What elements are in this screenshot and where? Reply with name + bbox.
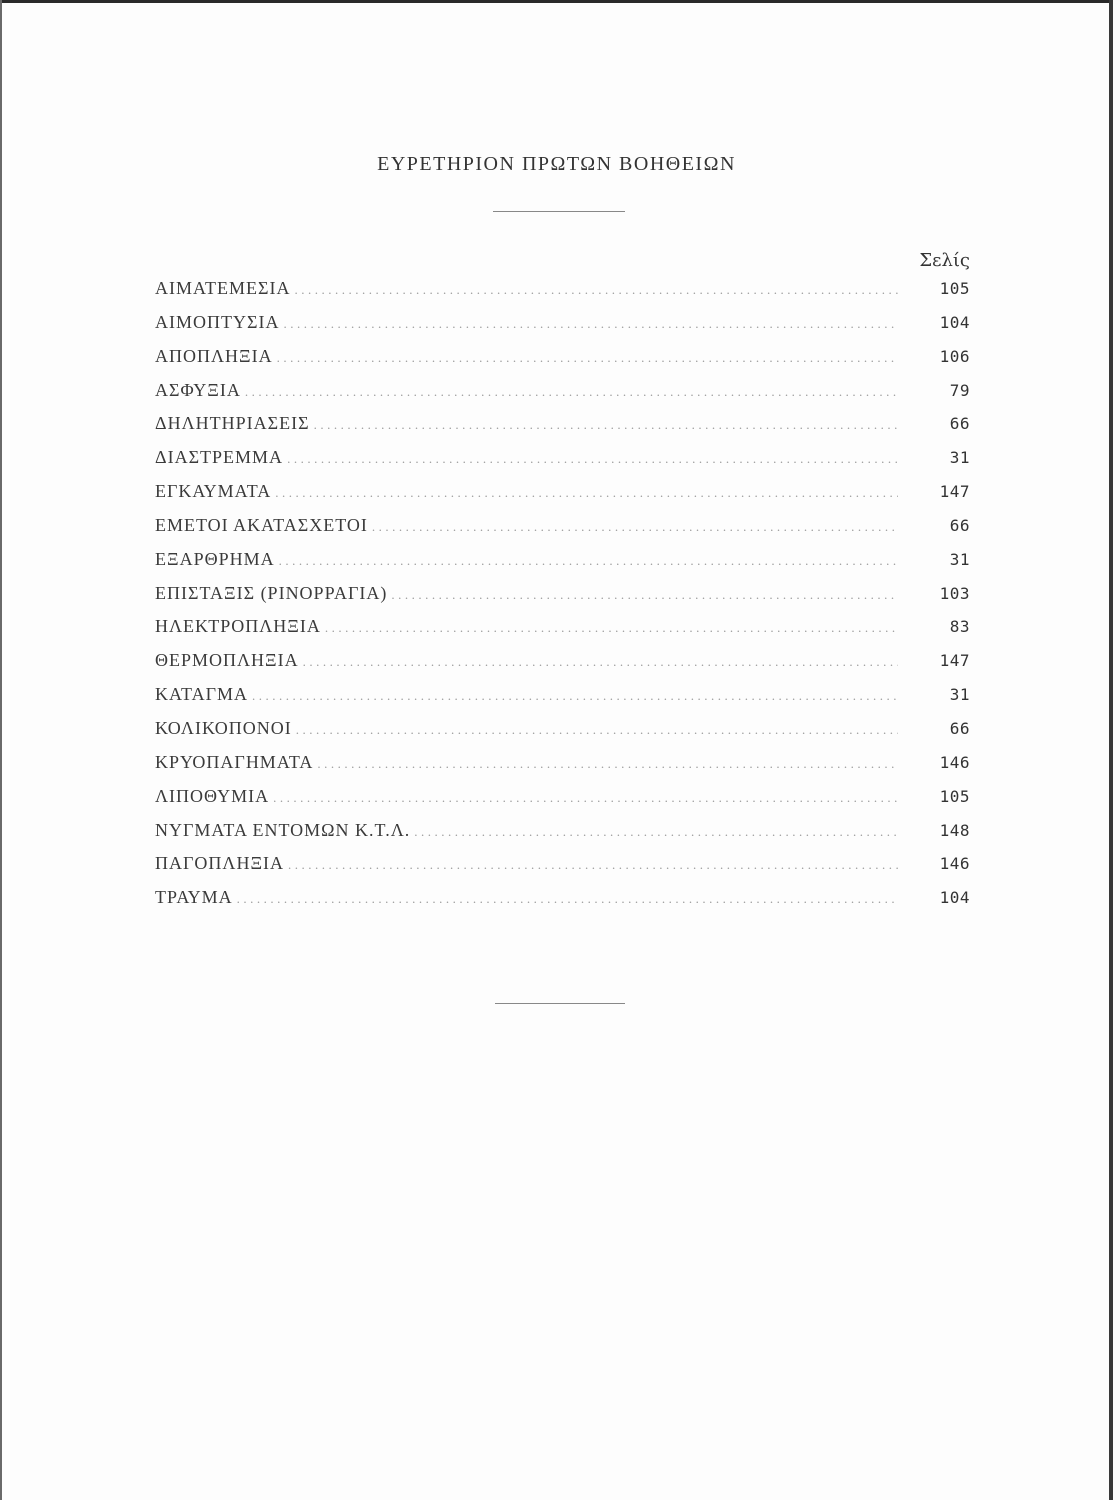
index-page-number: 66 bbox=[949, 718, 970, 738]
index-entry bbox=[155, 684, 970, 718]
dot-leader bbox=[303, 654, 898, 670]
index-entry bbox=[155, 752, 970, 786]
index-entry bbox=[155, 481, 970, 515]
index-term: ΚΡΥΟΠΑΓΗΜΑΤΑ bbox=[155, 751, 314, 772]
index-entry bbox=[155, 718, 970, 752]
index-page-number: 105 bbox=[939, 786, 970, 806]
index-term: ΔΙΑΣΤΡΕΜΜΑ bbox=[155, 447, 284, 468]
index-entry bbox=[155, 549, 970, 583]
index-page-number: 103 bbox=[939, 583, 970, 603]
index-page-number: 105 bbox=[939, 279, 970, 298]
index-entry bbox=[155, 447, 970, 481]
index-page-number: 146 bbox=[939, 854, 970, 874]
index-entry bbox=[155, 413, 970, 447]
index-page-number: 83 bbox=[949, 617, 970, 637]
dot-leader bbox=[279, 553, 898, 569]
index-page-number: 79 bbox=[949, 380, 970, 400]
title-divider bbox=[493, 211, 625, 212]
index-page-number: 106 bbox=[939, 346, 970, 366]
dot-leader bbox=[317, 756, 898, 772]
scan-right-edge bbox=[1109, 0, 1113, 1500]
index-term: ΑΠΟΠΛΗΞΙΑ bbox=[155, 345, 273, 366]
index-term: ΠΑΓΟΠΛΗΞΙΑ bbox=[155, 853, 285, 874]
index-term: ΕΞΑΡΘΡΗΜΑ bbox=[155, 548, 275, 569]
index-entry bbox=[155, 650, 970, 684]
dot-leader bbox=[296, 722, 898, 738]
index-term: ΚΟΛΙΚΟΠΟΝΟΙ bbox=[155, 717, 292, 738]
index-entry bbox=[155, 616, 970, 650]
dot-leader bbox=[325, 620, 898, 636]
dot-leader bbox=[277, 350, 898, 366]
index-term: ΝΥΓΜΑΤΑ ΕΝΤΟΜΩΝ Κ.Τ.Λ. bbox=[155, 819, 411, 840]
index-term: ΛΙΠΟΘΥΜΙΑ bbox=[155, 785, 270, 806]
index-entry bbox=[155, 887, 970, 921]
index-page-number: 147 bbox=[939, 651, 970, 671]
index-term: ΑΙΜΟΠΤΥΣΙΑ bbox=[155, 311, 280, 332]
index-term: ΚΑΤΑΓΜΑ bbox=[155, 684, 248, 705]
dot-leader bbox=[252, 688, 898, 704]
index-page-number: 66 bbox=[949, 515, 970, 535]
dot-leader bbox=[314, 417, 898, 433]
dot-leader bbox=[237, 891, 898, 907]
scan-left-edge bbox=[0, 0, 2, 1500]
page-column-header: Σελίς bbox=[919, 250, 970, 271]
index-entry bbox=[155, 786, 970, 820]
index-page-number: 104 bbox=[939, 312, 970, 332]
dot-leader bbox=[294, 282, 898, 298]
index-term: ΑΣΦΥΞΙΑ bbox=[155, 379, 241, 400]
index-term: ΕΠΙΣΤΑΞΙΣ (ΡΙΝΟΡΡΑΓΙΑ) bbox=[155, 582, 388, 603]
index-entry bbox=[155, 312, 970, 346]
index-term: ΕΓΚΑΥΜΑΤΑ bbox=[155, 481, 272, 502]
dot-leader bbox=[275, 485, 898, 501]
index-list bbox=[155, 278, 970, 921]
index-term: ΗΛΕΚΤΡΟΠΛΗΞΙΑ bbox=[155, 616, 321, 637]
end-divider bbox=[495, 1003, 625, 1004]
page-title: ΕΥΡΕΤΗΡΙΟΝ ΠΡΩΤΩΝ ΒΟΗΘΕΙΩΝ bbox=[377, 153, 736, 175]
index-page-number: 146 bbox=[939, 752, 970, 772]
index-entry bbox=[155, 278, 970, 312]
index-entry bbox=[155, 346, 970, 380]
dot-leader bbox=[391, 587, 898, 603]
index-page-number: 148 bbox=[939, 820, 970, 840]
dot-leader bbox=[372, 519, 898, 535]
index-entry bbox=[155, 583, 970, 617]
index-term: ΕΜΕΤΟΙ ΑΚΑΤΑΣΧΕΤΟΙ bbox=[155, 514, 368, 535]
index-entry bbox=[155, 853, 970, 887]
index-term: ΑΙΜΑΤΕΜΕΣΙΑ bbox=[155, 278, 291, 298]
dot-leader bbox=[245, 384, 898, 400]
index-page-number: 66 bbox=[949, 414, 970, 434]
dot-leader bbox=[288, 857, 898, 873]
index-term: ΔΗΛΗΤΗΡΙΑΣΕΙΣ bbox=[155, 413, 310, 434]
index-page-number: 147 bbox=[939, 482, 970, 502]
dot-leader bbox=[414, 824, 898, 840]
index-page-number: 31 bbox=[949, 448, 970, 468]
index-page-number: 31 bbox=[949, 685, 970, 705]
index-term: ΘΕΡΜΟΠΛΗΞΙΑ bbox=[155, 650, 299, 671]
index-page-number: 104 bbox=[939, 888, 970, 908]
index-page-number: 31 bbox=[949, 549, 970, 569]
index-term: ΤΡΑΥΜΑ bbox=[155, 887, 233, 908]
index-entry bbox=[155, 515, 970, 549]
dot-leader bbox=[273, 790, 898, 806]
index-entry bbox=[155, 820, 970, 854]
scan-top-edge bbox=[0, 0, 1113, 3]
dot-leader bbox=[287, 451, 898, 467]
index-entry bbox=[155, 380, 970, 414]
dot-leader bbox=[283, 316, 898, 332]
